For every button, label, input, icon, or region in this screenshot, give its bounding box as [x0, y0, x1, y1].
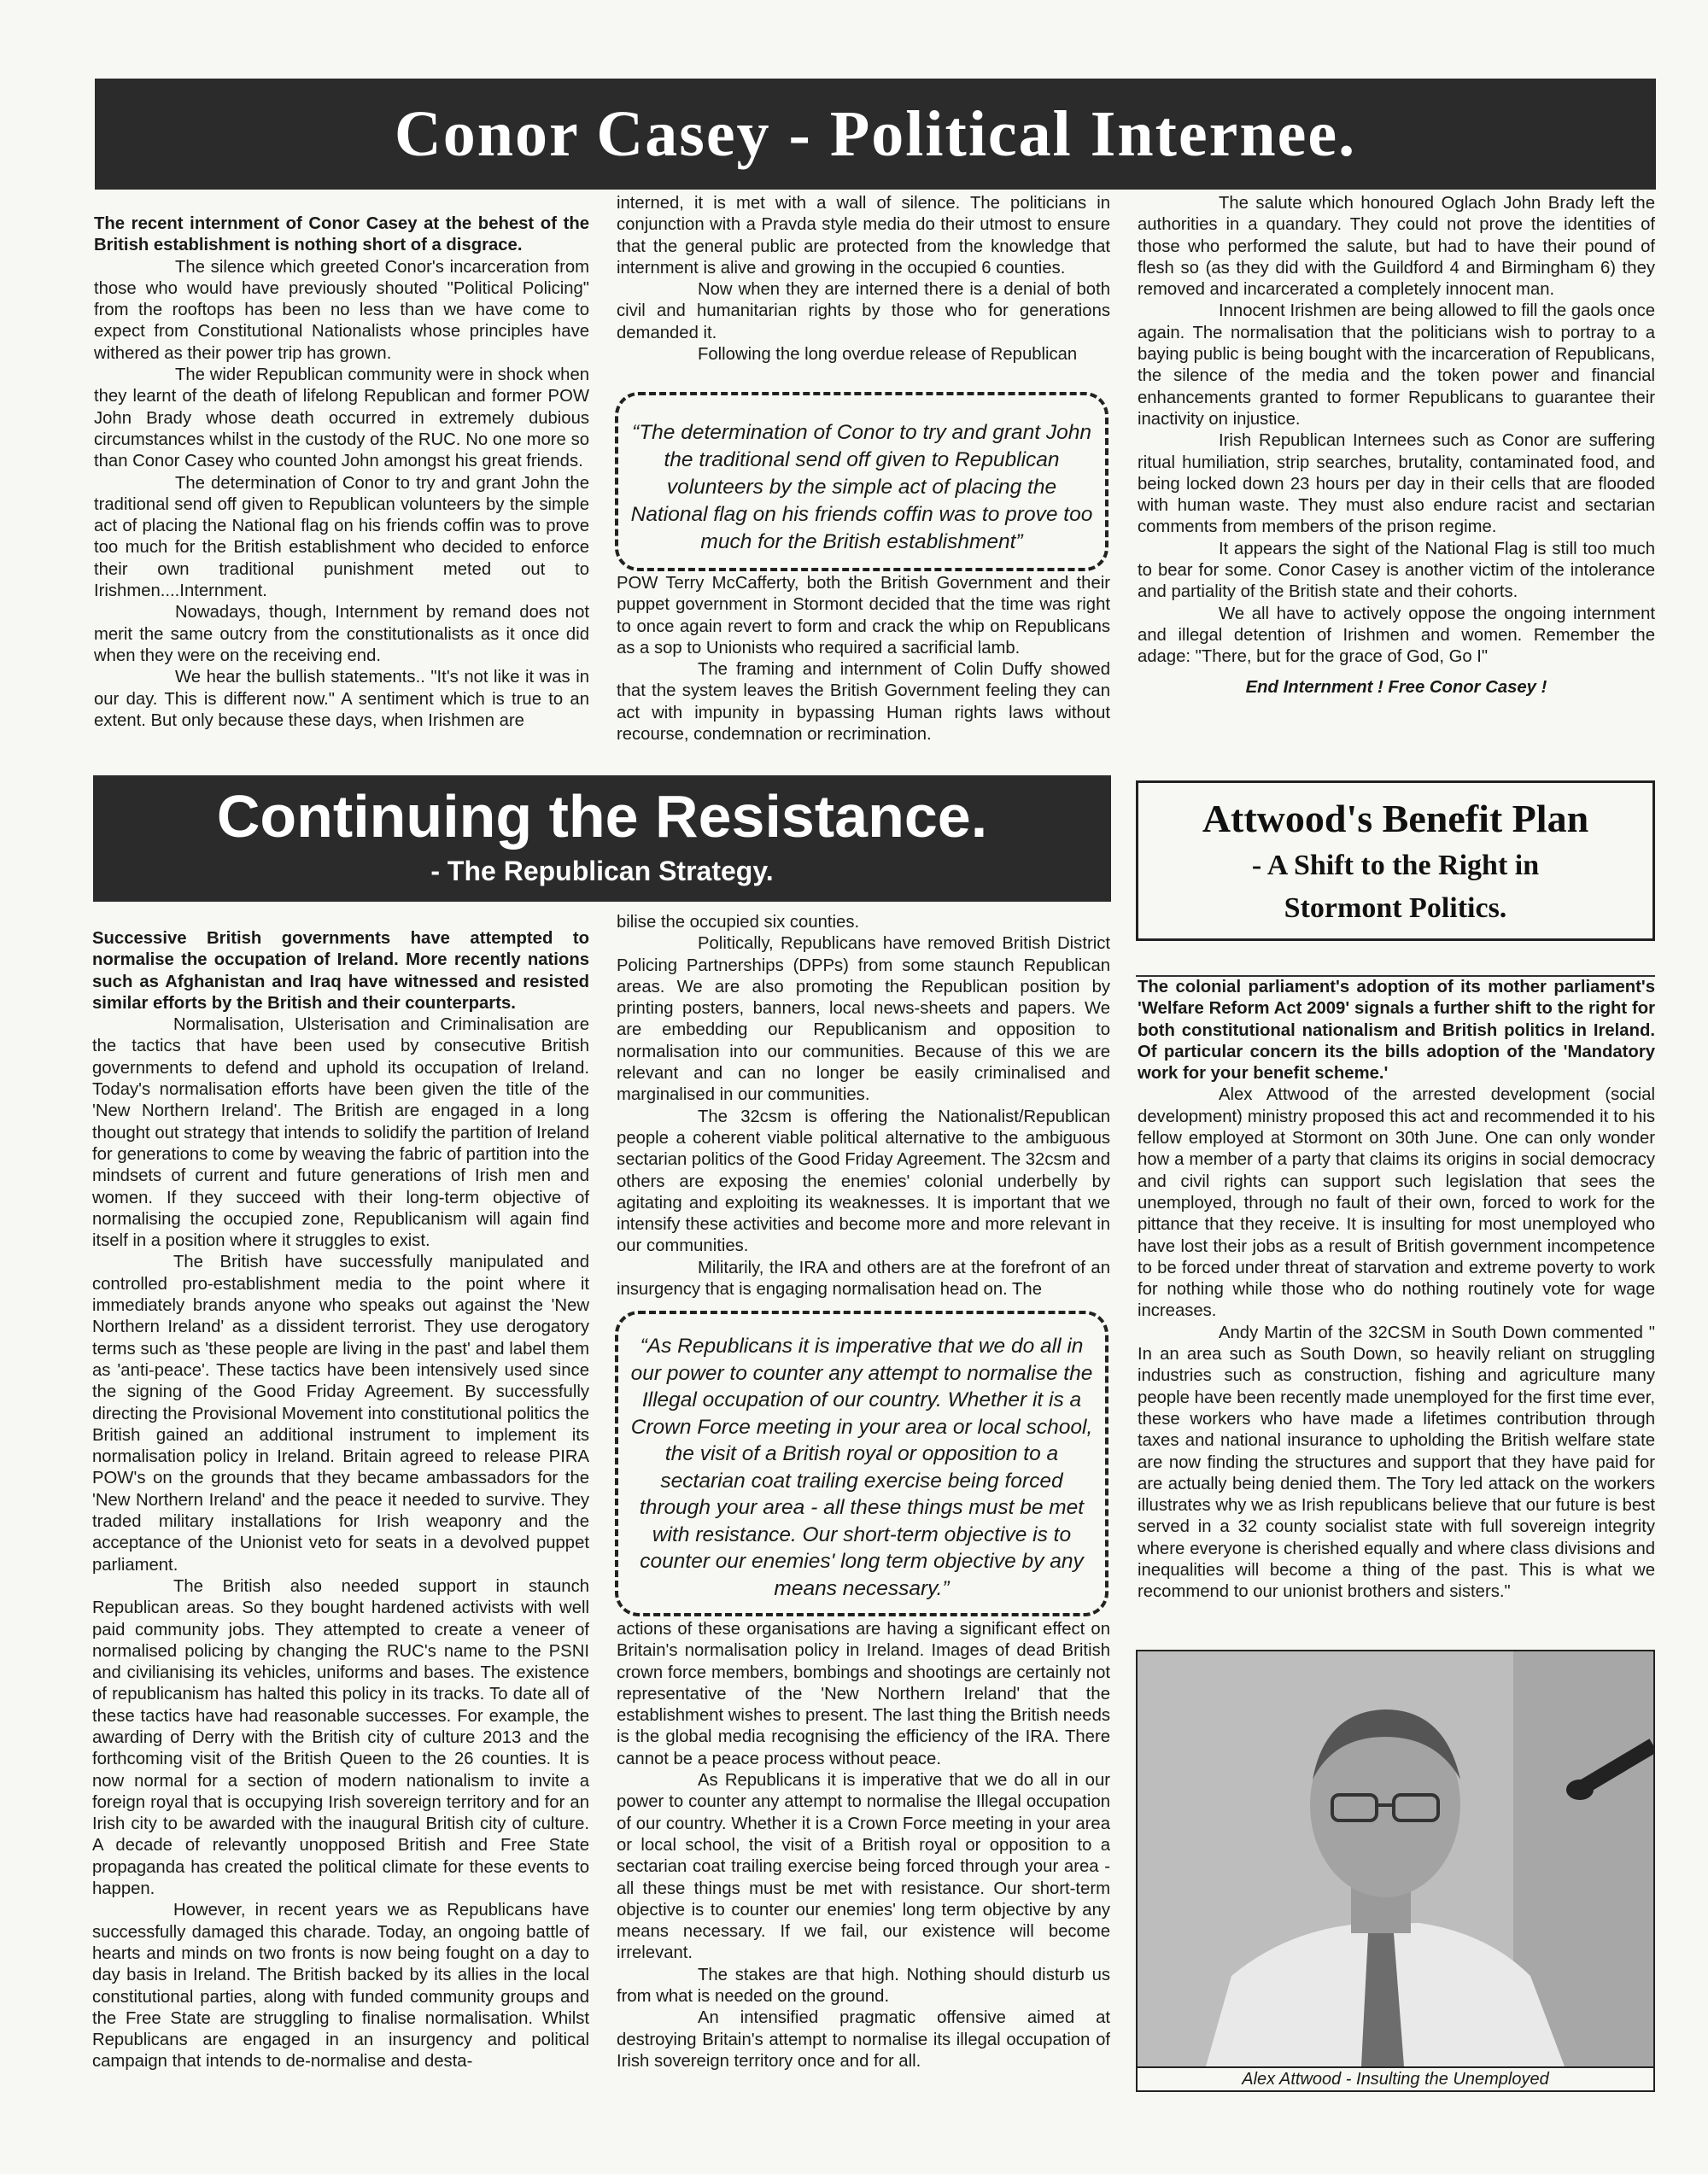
paragraph: interned, it is met with a wall of silence. The politicians in conjunction with a Pravda style media do their utmost to ensure that the general public are protected from the knowledge that internment is alive and growing in the occupied 6 counties.: [617, 194, 1110, 278]
pull-quote-republicans: [615, 1311, 1108, 1616]
paragraph: Now when they are interned there is a denial of both civil and humanitarian rights by those who for generations demanded it.: [617, 280, 1110, 342]
photo-caption: Alex Attwood - Insulting the Unemployed: [1136, 2066, 1655, 2092]
paragraph: The salute which honoured Oglach John Brady left the authorities in a quandary. They could not prove the identities of those who performed the salute, but had to have their pound of flesh so (as they did with the Guildford 4 and Birmingham 6) they removed and incarcerated a completely innocent man.: [1138, 194, 1655, 300]
paragraph: However, in recent years we as Republicans have successfully damaged this charade. Today, an ongoing battle of hearts and minds on two fronts is now being fought on a day to day basis in Ireland. The British backed by its allies in the local constitutional parties, along with funded community groups and the Free State are struggling to finalise normalisation. Whilst Republicans are engaged in an insurgency and political campaign that intends to de-normalise and desta-: [92, 1901, 589, 2072]
pull-quote-text: “As Republicans it is imperative that we do all in our power to counter any attempt to normalise the Illegal occupation of our country. Whether it is a Crown Force meeting in your area or local school, the visit of a British royal or opposition to a sectarian coat trailing exercise being forced through your area - all these things must be met with resistance. Our short-term objective is to counter our enemies' long term objective by any means necessary.”: [630, 1335, 1093, 1600]
paragraph: The British have successfully manipulated and controlled pro-establishment media to the point where it immediately brands anyone who speaks out against the 'New Northern Ireland' as a dissident terrorist. They use derogatory terms such as 'these people are living in the past' and label them as 'anti-peace'. These tactics have been intensively used since the signing of the Good Friday Agreement. By successfully directing the Provisional Movement into constitutional politics the British gained an additional instrument to implement its normalisation policy in Ireland. Britain agreed to release PIRA POW's on the grounds that they became ambassadors for the 'New Northern Ireland' and the peace it needed to survive. They traded military installations for Irish weaponry and the acceptance of the Unionist veto for seats in a devolved puppet parliament.: [92, 1253, 589, 1575]
pull-quote-conor: [615, 392, 1108, 571]
headline-box-attwood: [1136, 780, 1655, 941]
signoff: End Internment ! Free Conor Casey !: [1245, 677, 1547, 697]
paragraph: The silence which greeted Conor's incarceration from those who would have previously shouted "Political Policing" from the rooftops has been no less than we have come to expect from Constitutional Nationalists whose principles have withered as their power trip has grown.: [94, 257, 589, 363]
paragraph: As Republicans it is imperative that we do all in our power to counter any attempt to normalise the Illegal occupation of our country. Whether it is a Crown Force meeting in your area or local school, the visit of a British royal or opposition to a sectarian coat trailing exercise being forced through your area - all these things must be met with resistance. Our short-term objective is to counter our enemies' long term objective by any means necessary. If we fail, our existence will become irrelevant.: [617, 1771, 1110, 1963]
article1-column-2-top: [617, 193, 1110, 372]
headline-attwood: Attwood's Benefit Plan: [1202, 797, 1589, 840]
paragraph: The wider Republican community were in shock when they learnt of the death of lifelong Republican and former POW John Brady whose death occurred in extremely dubious circumstances whilst in the custody of the RUC. No one more so than Conor Casey who counted John amongst his great friends.: [94, 365, 589, 471]
headline-conor-casey: Conor Casey - Political Internee.: [394, 98, 1357, 170]
paragraph: The 32csm is offering the Nationalist/Republican people a coherent viable political alternative to the ambiguous sectarian politics of the Good Friday Agreement. The 32csm and others are exposing the enemies' colonial underbelly by agitating and exploiting its weaknesses. It is important that we intensify these activities and become more and more relevant in our communities.: [617, 1107, 1110, 1256]
portrait-illustration: [1138, 1651, 1653, 2066]
paragraph: The determination of Conor to try and grant John the traditional send off given to Republican volunteers by the simple act of placing the National flag on his friends coffin was to prove too much for the British establishment who decided to enforce their own traditional punishment meted out to Irishmen....Internment.: [94, 473, 589, 601]
paragraph: Andy Martin of the 32CSM in South Down commented " In an area such as South Down, so heavily reliant on struggling industries such as construction, fishing and agriculture many people have been recently made unemployed for the first time ever, these workers who have made a lifetimes contribution through taxes and national insurance to upholding the British welfare state are now finding the structures and support that they have paid for are actually being denied them. The Tory led attack on the workers illustrates why we as Irish republicans believe that our future is best served in a 32 county socialist state with full sovereign integrity where everyone is cherished equally and where class divisions and inequalities will become a thing of the past. This is what we recommend to our unionist brothers and sisters.": [1138, 1323, 1655, 1602]
paragraph: Following the long overdue release of Republican: [698, 345, 1078, 365]
subheadline-line-1: - A Shift to the Right in: [1251, 850, 1540, 881]
paragraph: We hear the bullish statements.. "It's not like it was in our day. This is different now." A sentiment which is true to an extent. But only because these days, when Irishmen are: [94, 668, 589, 730]
paragraph: The framing and internment of Colin Duffy showed that the system leaves the British Government feeling they can act with impunity in bypassing Human rights laws without recourse, condemnation or recrimination.: [617, 660, 1110, 745]
photo-alex-attwood: [1136, 1650, 1655, 2068]
paragraph: actions of these organisations are having a significant effect on Britain's normalisation policy in Ireland. Images of dead British crown force members, bombings and shootings are certainly not representative of the 'New Northern Ireland' that the establishment wishes to present. The last thing the British needs is the global media recognising the efficiency of the IRA. There cannot be a peace process without peace.: [617, 1620, 1110, 1768]
paragraph: Militarily, the IRA and others are at the forefront of an insurgency that is engaging normalisation head on. The: [617, 1258, 1110, 1300]
article1-column-1: [94, 213, 589, 753]
paragraph: Normalisation, Ulsterisation and Criminalisation are the tactics that have been used by consecutive British governments to defend and uphold its occupation of Ireland. Today's normalisation efforts have been given the title of the 'New Northern Ireland'. The British are engaged in a long thought out strategy that intends to solidify the partition of Ireland for generations to come by weaving the fabric of partition into the mindsets of current and future generations of Irish men and women. If they succeed with their long-term objective of normalising the occupied zone, Republicanism will again find itself in a position where it struggles to exist.: [92, 1015, 589, 1251]
paragraph: Politically, Republicans have removed British District Policing Partnerships (DPPs) from some staunch Republican areas. We are also promoting the Republican position by printing posters, banners, local news-sheets and papers. We are embedding our Republicanism and opposition to normalisation into our communities. Because of this we are relevant and can no longer be easily criminalised and marginalised in our communities.: [617, 934, 1110, 1105]
article2-column-1: [92, 928, 589, 2083]
paragraph: The stakes are that high. Nothing should disturb us from what is needed on the ground.: [617, 1965, 1110, 2007]
headline-continuing-resistance: Continuing the Resistance.: [216, 783, 988, 850]
article3-column: [1138, 977, 1655, 1636]
article1-lead: The recent internment of Conor Casey at the behest of the British establishment is nothing short of a disgrace.: [94, 214, 589, 255]
headline-banner-resistance: [93, 775, 1111, 902]
subheadline-republican-strategy: - The Republican Strategy.: [430, 856, 774, 886]
paragraph: POW Terry McCafferty, both the British Government and their puppet government in Stormont decided that the time was right to once again revert to form and crack the whip on Republicans as a sop to Unionists who required a sacrificial lamb.: [617, 574, 1110, 657]
paragraph: Innocent Irishmen are being allowed to fill the gaols once again. The normalisation that the politicians wish to portray to a baying public is being bought with the incarceration of Republicans, the silence of the media and the token power and financial enhancements granted to former Republicans to guarantee their inactivity on injustice.: [1138, 301, 1655, 429]
article1-column-3: [1138, 193, 1655, 760]
paragraph: Irish Republican Internees such as Conor are suffering ritual humiliation, strip searches, brutality, contaminated food, and being locked down 23 hours per day in their cells that are flooded with human waste. They must also endure racist and sectarian comments from members of the prison regime.: [1138, 431, 1655, 537]
paragraph: The British also needed support in staunch Republican areas. So they bought hardened activists with well paid community jobs. They attempted to create a veneer of normalised policing by changing the RUC's name to the PSNI and civilianising its vehicles, uniforms and bases. The existence of republicanism has halted this policy in its tracks. To date all of these tactics have had reasonable successes. For example, the awarding of Derry with the British city of culture 2013 and the forthcoming visit of the British Queen to the 26 counties. It is now normal for a section of modern nationalism to invite a foreign royal that is occupying Irish sovereign territory and for an Irish city to be awarded with the inaugural British city of culture. A decade of relevantly unopposed British and Free State propaganda has created the political climate for these events to happen.: [92, 1576, 589, 1899]
subheadline-line-2: Stormont Politics.: [1284, 892, 1507, 924]
paragraph: Nowadays, though, Internment by remand does not merit the same outcry from the constitutionalists as it once did when they were on the receiving end.: [94, 603, 589, 665]
article1-column-2-bottom: [617, 573, 1110, 768]
paragraph: Alex Attwood of the arrested development (social development) ministry proposed this act and recommended it to his fellow employed at Stormont on 30th June. One can only wonder how a member of a party that claims its origins in social democracy and civil rights can support such legislation that sees the unemployed, through no fault of their own, forced to work for the pittance that they receive. It is insulting for most unemployed who have lost their jobs as a result of British government incompetence to be forced under threat of starvation and extreme poverty to work for nothing while those who do nothing routinely vote for wage increases.: [1138, 1085, 1655, 1321]
article2-lead: Successive British governments have attempted to normalise the occupation of Ireland. More recently nations such as Afghanistan and Iraq have witnessed and resisted similar efforts by the British and their counterparts.: [92, 929, 589, 1013]
headline-banner-conor-casey: [95, 79, 1656, 190]
article2-column-2-bottom: [617, 1619, 1110, 2087]
paragraph: It appears the sight of the National Flag is still too much to bear for some. Conor Casey is another victim of the intolerance and partiality of the British state and their cohorts.: [1138, 539, 1655, 602]
paragraph: An intensified pragmatic offensive aimed at destroying Britain's attempt to normalise its illegal occupation of Irish sovereign territory once and for all.: [617, 2008, 1110, 2071]
pull-quote-text: “The determination of Conor to try and grant John the traditional send off given to Republican volunteers by the simple act of placing the National flag on his friends coffin was to prove too much for the British establishment”: [630, 421, 1093, 553]
article3-lead: The colonial parliament's adoption of its mother parliament's 'Welfare Reform Act 2009' signals a further shift to the right for both constitutional nationalism and British politics in Ireland. Of particular concern its the bills adoption of the 'Mandatory work for your benefit scheme.': [1138, 978, 1655, 1084]
paragraph: bilise the occupied six counties.: [617, 913, 860, 932]
paragraph: We all have to actively oppose the ongoing internment and illegal detention of Irishmen and women. Remember the adage: "There, but for the grace of God, Go I": [1138, 604, 1655, 667]
article2-column-2-top: [617, 912, 1110, 1308]
